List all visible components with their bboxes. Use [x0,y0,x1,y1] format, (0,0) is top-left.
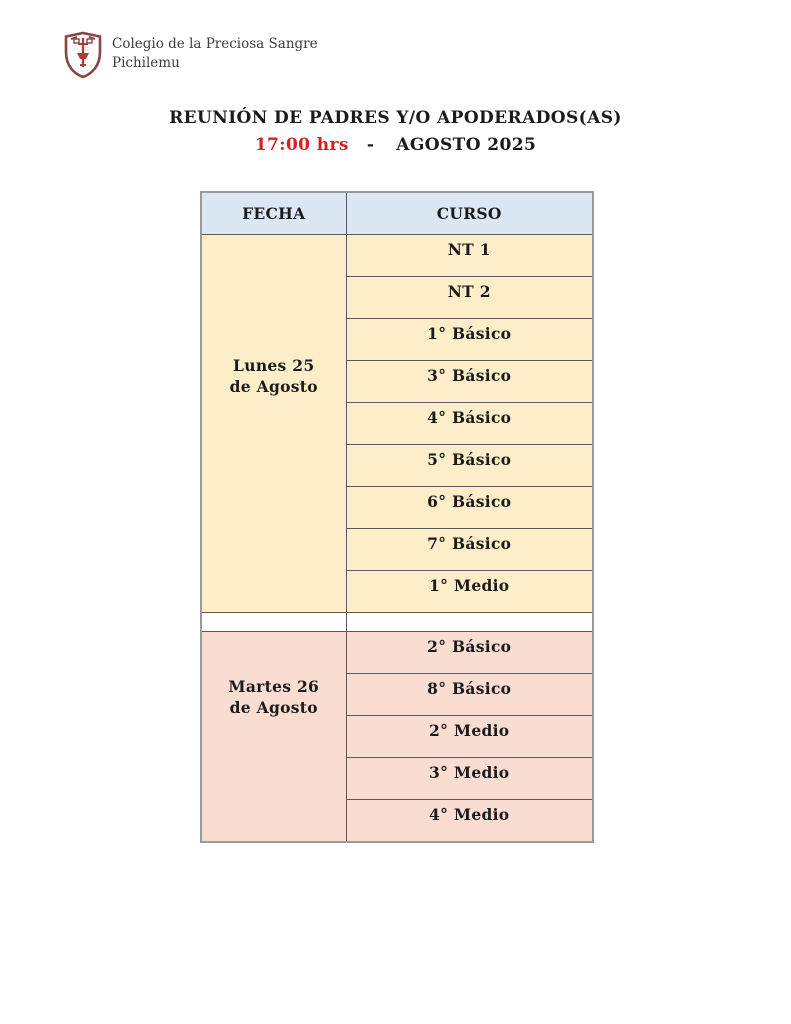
date-cell: Lunes 25 de Agosto [201,235,346,613]
course-cell: 4° Medio [346,800,593,842]
course-cell: 8° Básico [346,674,593,716]
school-name: Colegio de la Preciosa Sangre [112,36,318,52]
course-cell: NT 2 [346,277,593,319]
course-cell: 5° Básico [346,445,593,487]
course-cell: 1° Medio [346,571,593,613]
course-cell: 3° Básico [346,361,593,403]
spacer-cell [201,613,346,632]
header-curso: CURSO [346,192,593,235]
meeting-time: 17:00 hrs [254,135,349,155]
date-cell: Martes 26 de Agosto [201,632,346,842]
course-cell: 6° Básico [346,487,593,529]
course-cell: 1° Básico [346,319,593,361]
school-crest-shield-icon [63,31,103,79]
spacer-row [201,613,593,632]
meeting-title: REUNIÓN DE PADRES Y/O APODERADOS(AS) [169,108,622,128]
course-cell: 2° Básico [346,632,593,674]
meeting-month: AGOSTO 2025 [396,135,537,155]
table-row [201,235,593,277]
spacer-cell [346,613,593,632]
header-fecha: FECHA [201,192,346,235]
meeting-schedule [0,135,791,155]
course-cell: 4° Básico [346,403,593,445]
course-cell: 7° Básico [346,529,593,571]
meeting-table [200,191,594,843]
table-row [201,632,593,674]
meeting-table-body [201,235,593,842]
course-cell: 2° Medio [346,716,593,758]
school-location: Pichilemu [112,55,180,71]
course-cell: NT 1 [346,235,593,277]
letterhead [63,31,318,79]
schedule-separator: - [366,135,375,155]
table-header-row [201,192,593,235]
course-cell: 3° Medio [346,758,593,800]
document-title [0,108,791,155]
